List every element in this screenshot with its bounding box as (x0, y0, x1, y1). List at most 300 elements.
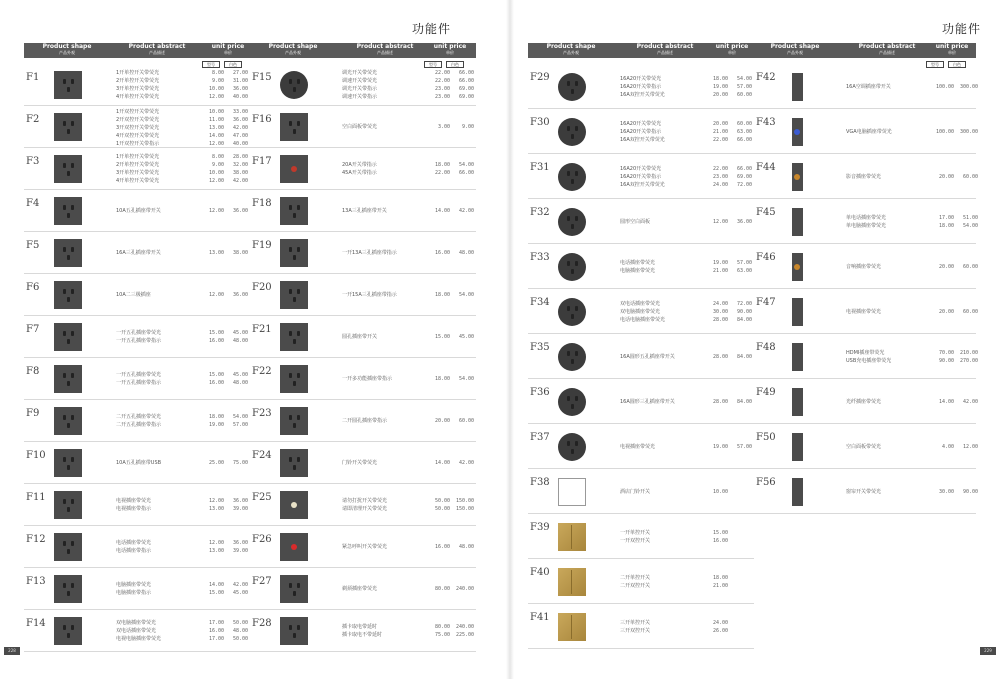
socket-hole-icon (289, 625, 292, 630)
price-line (706, 529, 752, 537)
unit-price (202, 69, 248, 101)
product-description (342, 417, 387, 425)
product-row (24, 526, 250, 568)
price-line (202, 627, 248, 635)
price-a: 3.00 (437, 124, 450, 130)
price-a: 8.00 (211, 154, 224, 160)
price-a: 24.00 (712, 620, 728, 626)
price-a: 16.00 (208, 628, 224, 634)
product-code: F23 (252, 408, 272, 419)
price-a: 9.00 (211, 78, 224, 84)
product-row (754, 379, 976, 424)
price-line (706, 316, 752, 324)
description-line: 双电话插座带荧光 (620, 301, 661, 307)
product-image (54, 449, 82, 477)
product-code: F22 (252, 366, 272, 377)
socket-hole-icon (575, 306, 578, 311)
socket-hole-icon (71, 457, 74, 462)
socket-hole-icon (575, 216, 578, 221)
indicator-icon (794, 129, 800, 135)
description-line: 45A开关带指示 (342, 170, 377, 176)
price-a: 11.00 (208, 117, 224, 123)
product-code: F28 (252, 618, 272, 629)
price-b: 48.00 (232, 628, 248, 634)
description-line: 调光开关带指示 (342, 86, 378, 92)
description-line: 影音插座带荧光 (846, 174, 882, 180)
description-line: 16A圆形三孔插座带开关 (620, 399, 675, 405)
price-a: 25.00 (208, 460, 224, 466)
unit-price (706, 120, 752, 144)
description-line: 13A三孔插座带开关 (342, 208, 387, 214)
unit-price (932, 398, 978, 406)
product-image (54, 617, 82, 645)
product-image (54, 197, 82, 225)
product-image (54, 155, 82, 183)
product-image (558, 118, 586, 146)
product-description (116, 459, 161, 467)
product-code: F33 (530, 252, 550, 263)
price-b: 240.00 (455, 586, 474, 592)
unit-price (706, 165, 752, 189)
product-image (54, 407, 82, 435)
product-row (24, 358, 250, 400)
product-code: F3 (26, 156, 40, 167)
price-a: 30.00 (938, 489, 954, 495)
price-b: 84.00 (736, 354, 752, 360)
price-a: 20.00 (938, 309, 954, 315)
socket-hole-icon (567, 396, 570, 401)
socket-hole-icon (63, 625, 66, 630)
unit-price (706, 218, 752, 226)
product-row (250, 148, 476, 190)
price-a: 20.00 (712, 121, 728, 127)
price-b: 36.00 (232, 498, 248, 504)
description-line: 二开五孔插座带指示 (116, 422, 162, 428)
product-image (280, 491, 308, 519)
price-line (202, 69, 248, 77)
unit-price (932, 173, 978, 181)
socket-hole-icon (289, 457, 292, 462)
product-row (754, 334, 976, 379)
price-b: 57.00 (736, 84, 752, 90)
product-row (528, 154, 754, 199)
unit-price (428, 69, 474, 101)
unit-price (202, 581, 248, 597)
price-a: 12.00 (208, 141, 224, 147)
price-a: 18.00 (938, 223, 954, 229)
product-image (54, 533, 82, 561)
description-line: 16A20开关带荧光 (620, 76, 662, 82)
description-line: 插卡取电不带延时 (342, 632, 383, 638)
price-line (428, 505, 474, 513)
right-page-title: 功能件 (942, 22, 982, 36)
description-line: 4开单控开关带荧光 (116, 94, 160, 100)
socket-hole-icon (567, 81, 570, 86)
price-b: 300.00 (959, 129, 978, 135)
price-line (706, 308, 752, 316)
product-row (528, 109, 754, 154)
price-line (202, 413, 248, 421)
price-a: 30.00 (712, 309, 728, 315)
rocker-divider-icon (571, 615, 572, 639)
product-row (250, 274, 476, 316)
socket-hole-icon (297, 625, 300, 630)
product-image (54, 71, 82, 99)
product-description (342, 623, 382, 639)
product-description (620, 574, 650, 590)
price-line (202, 161, 248, 169)
price-b: 45.00 (232, 330, 248, 336)
price-a: 24.00 (712, 301, 728, 307)
price-b: 36.00 (232, 86, 248, 92)
socket-hole-icon (289, 415, 292, 420)
socket-hole-icon (571, 134, 574, 139)
product-description (116, 413, 161, 429)
socket-hole-icon (571, 404, 574, 409)
unit-price (932, 83, 978, 91)
rocker-divider-icon (571, 570, 572, 594)
price-line (932, 488, 978, 496)
price-a: 17.00 (208, 620, 224, 626)
product-code: F44 (756, 162, 776, 173)
product-row (24, 190, 250, 232)
unit-price (428, 333, 474, 341)
product-code: F32 (530, 207, 550, 218)
description-line: 3开单控开关带荧光 (116, 86, 160, 92)
product-description (342, 161, 377, 177)
product-image (280, 281, 308, 309)
product-description (342, 375, 392, 383)
description-line: HDMI插座带荧光 (846, 350, 885, 356)
price-line (202, 132, 248, 140)
socket-hole-icon (71, 499, 74, 504)
price-b: 270.00 (959, 358, 978, 364)
product-code: F4 (26, 198, 40, 209)
product-image (280, 533, 308, 561)
description-line: 二开双控开关 (620, 583, 651, 589)
product-row (24, 484, 250, 526)
product-image (558, 73, 586, 101)
unit-price (706, 398, 752, 406)
price-b: 38.00 (232, 170, 248, 176)
socket-hole-icon (63, 415, 66, 420)
socket-hole-icon (293, 339, 296, 344)
description-line: 插卡取电带延时 (342, 624, 378, 630)
price-b: 48.00 (232, 380, 248, 386)
header-shape: Product shape 产品外观 (42, 43, 92, 55)
price-a: 100.00 (935, 84, 954, 90)
unit-price (202, 497, 248, 513)
product-code: F8 (26, 366, 40, 377)
price-a: 12.00 (208, 540, 224, 546)
socket-hole-icon (571, 449, 574, 454)
description-line: 一开单控开关 (620, 530, 651, 536)
product-image (280, 617, 308, 645)
unit-price (706, 75, 752, 99)
price-a: 12.00 (712, 219, 728, 225)
socket-hole-icon (567, 261, 570, 266)
price-a: 14.00 (434, 460, 450, 466)
header-abstract-2: Product abstract 产品描述 (356, 43, 414, 55)
price-line (202, 505, 248, 513)
product-description (620, 259, 655, 275)
price-line (706, 267, 752, 275)
product-code: F34 (530, 297, 550, 308)
unit-price (202, 619, 248, 643)
socket-hole-icon (575, 81, 578, 86)
socket-hole-icon (293, 423, 296, 428)
price-line (202, 93, 248, 101)
unit-price (428, 123, 474, 131)
product-description (620, 120, 665, 144)
description-line: 酒店门铃开关 (620, 489, 651, 495)
product-code: F6 (26, 282, 40, 293)
price-line (202, 539, 248, 547)
price-a: 21.00 (712, 268, 728, 274)
description-line: 16A双控开关带荧光 (620, 182, 665, 188)
price-line (202, 379, 248, 387)
product-code: F9 (26, 408, 40, 419)
socket-hole-icon (571, 89, 574, 94)
price-line (202, 589, 248, 597)
socket-hole-icon (575, 126, 578, 131)
price-b: 54.00 (458, 292, 474, 298)
description-line: 调光开关带荧光 (342, 70, 378, 76)
product-description (342, 333, 377, 341)
price-line (706, 537, 752, 545)
price-a: 80.00 (434, 624, 450, 630)
price-b: 50.00 (232, 620, 248, 626)
product-description (342, 459, 377, 467)
price-line (706, 136, 752, 144)
unit-price (202, 249, 248, 257)
product-code: F1 (26, 72, 40, 83)
product-row (24, 568, 250, 610)
product-description (116, 153, 159, 185)
socket-hole-icon (575, 396, 578, 401)
product-code: F48 (756, 342, 776, 353)
price-line (202, 124, 248, 132)
product-row (250, 484, 476, 526)
price-b: 45.00 (232, 372, 248, 378)
product-image (558, 253, 586, 281)
price-line (428, 585, 474, 593)
product-row (24, 316, 250, 358)
indicator-icon (291, 544, 297, 550)
product-row (528, 604, 754, 649)
description-line: 二开圆孔插座带指示 (342, 418, 388, 424)
right-page: 功能件 Product shape 产品外观 Product abstract 产品描述 unit price 单价 Product shape 产品外观 Product abstract 产品描述 unit price 单价 型号 白色 F29 16A20开关带荧光 16A20开关带指示 16A双控开关带荧光 18.00 54.00 19.00 57.00 20.00 60.00 F30 16A20开关带荧光 16A20开关带指示 16A双控开关带荧光 20.00 60.00 21.00 63.00 22.00 66.00 F31 16A20开关带荧光 16A20开关带指示 16A双控开关带荧光 22.00 66.00 23.00 69.00 24.00 72.00 F32 圆形空白面板 12.00 36.00 F33 电话插座带荧光 电脑插座带荧光 19.00 57.00 21.00 63.00 F34 双电话插座带荧光 双电脑插座带荧光 电话电脑插座带荧光 24.00 72.00 30.00 90.00 28.00 84.00 F35 16A圆形五孔插座带开关 28.00 84.00 F36 16A圆形三孔插座带开关 28.00 84.00 F37 电视插座带荧光 19.00 57.00 F38 酒店门铃开关 10.00 F39 一开单控开关 一开双控开关 15.00 16.00 F40 二开单控开关 二开双控开关 18.00 21.00 F41 三开单控开关 三开双控开关 24.00 26.00 F42 16A空调插座带开关 100.00 300.00 F43 VGA电脑插座带荧光 100.00 300.00 F44 影音插座带荧光 20.00 60.00 F45 单电话插座带荧光 单电脑插座带荧光 17.00 51.00 18.00 54.00 F46 音响插座带荧光 20.00 60.00 F47 电视插座带荧光 20.00 60.00 F48 HDMI插座带荧光 USB充电插座带荧光 70.00 210.00 90.00 270.00 F49 光纤插座带荧光 14.00 42.00 F50 空白面板带荧光 4.00 12.00 F56 窗帘开关带荧光 30.00 90.00 229 (524, 0, 1000, 679)
price-b: 150.00 (455, 498, 474, 504)
product-row (528, 64, 754, 109)
product-image (792, 433, 803, 461)
product-image (280, 71, 308, 99)
description-line: 窗帘开关带荧光 (846, 489, 882, 495)
unit-price (428, 623, 474, 639)
price-a: 23.00 (434, 86, 450, 92)
product-description (342, 543, 387, 551)
price-line (706, 218, 752, 226)
socket-hole-icon (297, 289, 300, 294)
description-line: 二开五孔插座带荧光 (116, 414, 162, 420)
unit-price (428, 459, 474, 467)
price-b: 31.00 (232, 78, 248, 84)
unit-price (202, 291, 248, 299)
price-b: 240.00 (455, 624, 474, 630)
description-line: 16A20开关带指示 (620, 129, 662, 135)
price-b: 84.00 (736, 317, 752, 323)
description-line: 门铃开关带荧光 (342, 460, 378, 466)
socket-hole-icon (71, 541, 74, 546)
price-line (932, 308, 978, 316)
product-row (24, 148, 250, 190)
product-row (754, 64, 976, 109)
socket-hole-icon (567, 171, 570, 176)
product-image (54, 113, 82, 141)
product-code: F16 (252, 114, 272, 125)
price-a: 13.00 (208, 548, 224, 554)
price-line (932, 128, 978, 136)
product-code: F50 (756, 432, 776, 443)
price-a: 16.00 (208, 338, 224, 344)
page-gutter (496, 0, 524, 679)
price-line (428, 169, 474, 177)
description-line: 16A20开关带指示 (620, 174, 662, 180)
description-line: 电视插座带荧光 (116, 498, 152, 504)
product-code: F41 (530, 612, 550, 623)
price-a: 15.00 (434, 334, 450, 340)
product-code: F25 (252, 492, 272, 503)
socket-hole-icon (289, 331, 292, 336)
left-page-number: 228 (4, 647, 20, 655)
product-image (792, 298, 803, 326)
description-line: 10A二三极插座 (116, 292, 151, 298)
product-row (528, 514, 754, 559)
description-line: 2开双控开关带荧光 (116, 117, 160, 123)
unit-price (428, 375, 474, 383)
unit-price (202, 413, 248, 429)
price-a: 28.00 (712, 399, 728, 405)
product-image (558, 433, 586, 461)
product-row (250, 442, 476, 484)
description-line: 2开单控开关带荧光 (116, 78, 160, 84)
description-line: 空白面板带荧光 (342, 124, 378, 130)
product-row (24, 64, 250, 106)
price-line (202, 108, 248, 116)
price-b: 27.00 (232, 70, 248, 76)
left-page: 功能件 Product shape 产品外观 Product abstract 产品描述 unit price 单价 Product shape 产品外观 Product abstract 产品描述 unit price 单价 型号 白色 型号 白色 F1 1开单控开关带荧光 2开单控开关带荧光 3开单控开关带荧光 4开单控开关带荧光 8.00 27.00 9.00 31.00 10.00 36.00 12.00 40.00 F2 1开双控开关带荧光 2开双控开关带荧光 3开双控开关带荧光 4开双控开关带荧光 1开双控开关带指示 10.00 33.00 11.00 36.00 13.00 42.00 14.00 47.00 12.00 40.00 F3 1开单控开关带荧光 2开单控开关带荧光 3开单控开关带荧光 4开单控开关带荧光 8.00 28.00 9.00 32.00 10.00 38.00 12.00 42.00 F4 10A五孔插座带开关 12.00 36.00 F5 16A三孔插座带开关 13.00 38.00 F6 10A二三极插座 12.00 36.00 F7 一开五孔插座带荧光 一开五孔插座带指示 15.00 45.00 16.00 48.00 F8 一开五孔插座带荧光 一开五孔插座带指示 15.00 45.00 16.00 48.00 F9 二开五孔插座带荧光 二开五孔插座带指示 18.00 54.00 19.00 57.00 F10 10A五孔插座带USB 25.00 75.00 F11 电视插座带荧光 电视插座带指示 12.00 36.00 13.00 39.00 F12 电话插座带荧光 电话插座带指示 12.00 36.00 13.00 39.00 F13 电脑插座带荧光 电脑插座带指示 14.00 42.00 15.00 45.00 F14 双电脑插座带荧光 双电话插座带荧光 电视电脑插座带荧光 17.00 50.00 16.00 48.00 17.00 50.00 F15 调光开关带荧光 调速开关带荧光 调光开关带指示 调速开关带指示 22.00 66.00 22.00 66.00 23.00 69.00 23.00 69.00 F16 空白面板带荧光 3.00 9.00 F17 20A开关带指示 45A开关带指示 18.00 54.00 22.00 66.00 F18 13A三孔插座带开关 14.00 42.00 F19 一开13A三孔插座带指示 16.00 48.00 F20 一开15A三孔插座带指示 18.00 54.00 F21 圆孔插座带开关 15.00 45.00 F22 一开多功能插座带指示 18.00 54.00 F23 二开圆孔插座带指示 20.00 60.00 F24 门铃开关带荧光 14.00 42.00 F25 请勿打扰开关带荧光 请即清理开关带荧光 50.00 150.00 50.00 150.00 F26 紧急呼叫开关带荧光 16.00 48.00 F27 剃须插座带荧光 80.00 240.00 F28 插卡取电带延时 插卡取电不带延时 80.00 240.00 75.00 225.00 228 (0, 0, 496, 679)
product-description (620, 443, 655, 451)
header-unitprice-r2: unit price 单价 (935, 43, 969, 55)
product-row (250, 190, 476, 232)
price-line (706, 91, 752, 99)
product-description (116, 69, 159, 101)
socket-hole-icon (297, 331, 300, 336)
description-line: 电话插座带荧光 (620, 260, 656, 266)
socket-hole-icon (567, 351, 570, 356)
product-image (280, 449, 308, 477)
product-image (558, 208, 586, 236)
price-line (932, 357, 978, 365)
price-line (428, 417, 474, 425)
product-description (116, 108, 159, 148)
socket-hole-icon (297, 373, 300, 378)
product-description (116, 207, 161, 215)
description-line: 电视插座带荧光 (846, 309, 882, 315)
product-code: F43 (756, 117, 776, 128)
product-image (558, 163, 586, 191)
product-image (792, 478, 803, 506)
socket-hole-icon (67, 171, 70, 176)
description-line: 1开单控开关带荧光 (116, 154, 160, 160)
price-line (202, 153, 248, 161)
socket-hole-icon (63, 373, 66, 378)
price-b: 9.00 (461, 124, 474, 130)
price-a: 18.00 (434, 292, 450, 298)
unit-price (428, 543, 474, 551)
unit-price (932, 349, 978, 365)
price-a: 12.00 (208, 94, 224, 100)
indicator-icon (291, 502, 297, 508)
description-line: 1开单控开关带荧光 (116, 70, 160, 76)
price-a: 24.00 (712, 182, 728, 188)
price-a: 100.00 (935, 129, 954, 135)
price-a: 50.00 (434, 498, 450, 504)
unit-price (202, 207, 248, 215)
unit-price (706, 443, 752, 451)
product-image (792, 73, 803, 101)
description-line: 16A双控开关带荧光 (620, 92, 665, 98)
price-line (932, 222, 978, 230)
socket-hole-icon (63, 541, 66, 546)
price-a: 20.00 (938, 264, 954, 270)
product-description (342, 249, 397, 257)
socket-hole-icon (67, 87, 70, 92)
price-a: 16.00 (208, 380, 224, 386)
socket-hole-icon (289, 121, 292, 126)
price-line (428, 497, 474, 505)
product-image (558, 478, 586, 506)
description-line: 电脑插座带荧光 (116, 582, 152, 588)
description-line: 4开单控开关带荧光 (116, 178, 160, 184)
product-description (116, 619, 161, 643)
price-line (932, 173, 978, 181)
description-line: VGA电脑插座带荧光 (846, 129, 892, 135)
socket-hole-icon (67, 381, 70, 386)
price-line (706, 619, 752, 627)
product-code: F37 (530, 432, 550, 443)
left-page-title: 功能件 (412, 22, 452, 36)
price-a: 18.00 (434, 162, 450, 168)
product-code: F36 (530, 387, 550, 398)
product-description (342, 123, 377, 131)
description-line: 电话电脑插座带荧光 (620, 317, 666, 323)
socket-hole-icon (289, 289, 292, 294)
product-row (754, 289, 976, 334)
price-line (428, 459, 474, 467)
product-code: F40 (530, 567, 550, 578)
product-row (24, 610, 250, 652)
product-row (754, 199, 976, 244)
price-a: 75.00 (434, 632, 450, 638)
price-a: 90.00 (938, 358, 954, 364)
price-line (706, 120, 752, 128)
price-line (706, 181, 752, 189)
socket-hole-icon (71, 121, 74, 126)
socket-hole-icon (67, 591, 70, 596)
product-description (846, 263, 881, 271)
socket-hole-icon (63, 247, 66, 252)
